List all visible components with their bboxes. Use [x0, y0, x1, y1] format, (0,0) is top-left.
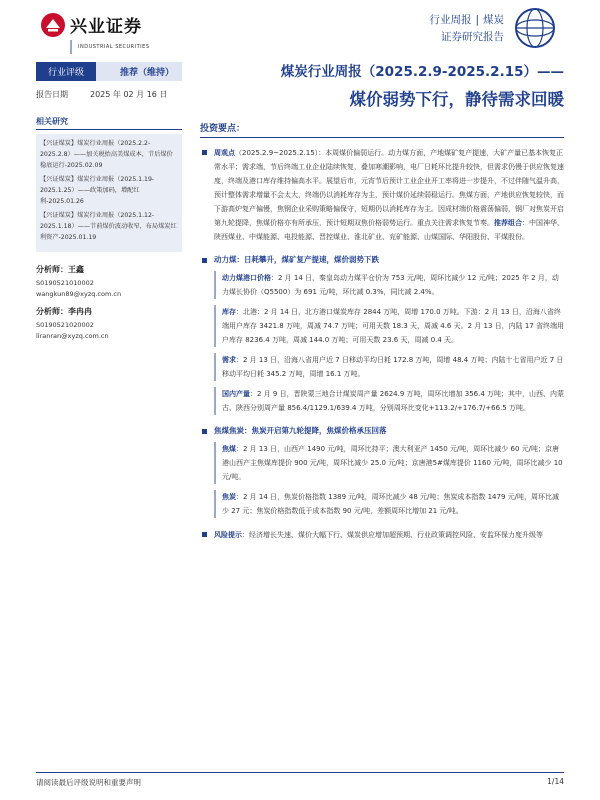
tag-weekly: 行业周报 — [429, 14, 472, 26]
analyst-info — [36, 264, 182, 342]
coking-coal-item — [214, 442, 564, 484]
rating-label: 行业评级 — [36, 62, 96, 81]
risk-warning — [200, 528, 564, 542]
rating-row — [36, 62, 182, 81]
coking-coal-section — [200, 425, 564, 518]
related-research-item[interactable]: 【兴证煤炭】煤炭行业周报（2025.1.19-2025.1.25）——政策加码，增配红利-2025.01.26 — [40, 176, 155, 205]
square-bullet-icon — [202, 150, 207, 155]
related-research-item[interactable]: 【兴证煤炭】煤炭行业周报（2025.2.2-2025.2.8）——加关税抬高美煤成本，节后煤价稳底运行-2025.02.09 — [40, 140, 173, 169]
coke-lead: 焦炭 — [222, 493, 236, 501]
inventory-text: ：北港：2 月 14 日，北方港口煤炭库存 2844 万吨，周增 170.0 万吨。下游：2 月 13 日，沿海八省终端用户库存 3421.8 万吨，周减 74.7 万吨；可用天数 18.3 天，周减 4.6 天。2 月 13 日，内陆 17 省终端用户库存 8236.4 万吨，周减 144.0 万吨；可用天数 23.6 天，周减 0.4 天。 — [222, 308, 564, 344]
coking-coal-text: ：2 月 13 日，山西产 1490 元/吨，周环比持平；澳大利亚产 1450 元/吨，周环比减少 60 元/吨；京唐港山西产主焦煤库提价 900 元/吨，周环比减少 25.0 元/吨；京唐港5#煤库提价 1160 元/吨，周环比减少 10 元/吨。 — [222, 445, 563, 481]
report-title-line1: 煤炭行业周报（2025.2.9-2025.2.15）—— — [280, 64, 564, 80]
report-date-row — [36, 89, 182, 100]
weekly-view-text: （2025.2.9~2025.2.15）：本周煤价偏弱运行。动力煤方面，产地煤矿复产提速，大矿产量已基本恢复正常水平；需求端，节后终端工业企业陆续恢复，叠加寒潮影响，电厂日耗环比提升较快，但需求仍慢于供应恢复速度，终端及港口库存维持偏高水平。展望后市，元宵节后预计工业企业开工率将进一步提升，不过伴随气温升高，预计整体需求增量不会太大，终端仍以消耗库存为主，预计煤价延续弱稳运行。焦煤方面，产地供应恢复较快，而下游高炉复产偏慢，焦钢企业采购策略偏保守，短期仍以消耗库存为主。因成材端价格震荡偏弱，钢厂对焦炭开启第九轮提降，焦煤价格亦有所承压，预计短期双焦价格弱势运行。重点关注需求恢复节奏。 — [214, 149, 564, 227]
weekly-view-paragraph — [200, 146, 564, 244]
globe-decoration-icon — [510, 7, 560, 49]
square-bullet-icon — [202, 258, 207, 263]
recommendation-text: ：中国神华、陕西煤业、中煤能源、电投能源、晋控煤业、淮北矿业、兖矿能源、山煤国际、华阳股份、平煤股份。 — [214, 219, 564, 241]
report-category — [429, 12, 504, 46]
port-price-item — [214, 271, 564, 299]
related-research-title: 相关研究 — [36, 116, 182, 130]
inventory-lead: 库存 — [222, 308, 236, 316]
port-price-text: ：2 月 14 日，秦皇岛动力煤平仓价为 753 元/吨，周环比减少 12 元/吨；2025 年 2 月，动力煤长协价（Q5500）为 691 元/吨，环比减 0.3%，同比减 2.4%。 — [222, 274, 559, 296]
footer-disclaimer[interactable]: 请阅读最后评级说明和重要声明 — [36, 778, 141, 787]
analyst-name: 分析师：李冉冉 — [36, 307, 92, 316]
demand-item — [214, 353, 564, 381]
port-price-lead: 动力煤港口价格 — [222, 274, 271, 282]
thermal-coal-heading: 动力煤：日耗攀升，煤矿复产提速，煤价弱势下跌 — [214, 255, 379, 264]
analyst-email[interactable]: liranran@xyzq.com.cn — [36, 332, 109, 340]
analyst-email[interactable]: wangkun89@xyzq.com.cn — [36, 290, 122, 298]
inventory-item — [214, 305, 564, 347]
company-logo — [40, 10, 170, 50]
analyst-name: 分析师：王鑫 — [36, 265, 84, 274]
coke-text: ：2 月 14 日，焦炭价格指数 1389 元/吨，周环比减少 48 元/吨；焦炭成本指数 1479 元/吨，周环比减少 27 元；焦炭价格指数低于成本指数 90 元/吨，差额周环比增加 21 元/吨。 — [222, 493, 559, 515]
page-number: 1/14 — [547, 777, 564, 786]
sidebar — [36, 62, 182, 342]
main-content — [200, 60, 564, 542]
coking-coal-lead: 焦煤 — [222, 445, 236, 453]
demand-lead: 需求 — [222, 356, 236, 364]
tag-separator: | — [475, 14, 479, 26]
report-date-label: 报告日期 — [36, 90, 68, 99]
production-text: ：2 月 9 日，晋陕蒙三地合计煤炭周产量 2624.9 万吨，周环比增加 356.4 万吨；其中，山西、内蒙古、陕西分别周产量 856.4/1129.1/639.4 万吨，分别周环比变化+113.2/+176.7/+66.5 万吨。 — [222, 390, 565, 412]
investment-points-title: 投资要点： — [200, 121, 564, 138]
tag-coal: 煤炭 — [483, 14, 504, 26]
rating-value: 推荐（维持） — [96, 62, 182, 81]
page-footer — [36, 772, 564, 788]
logo-name: 兴业证券 — [70, 17, 142, 37]
coking-coal-heading: 焦煤焦炭：焦炭开启第九轮提降，焦煤价格承压回落 — [214, 426, 387, 435]
analyst-cert: S0190521010002 — [36, 279, 94, 287]
risk-lead: 风险提示 — [214, 531, 242, 539]
production-item — [214, 387, 564, 415]
logo-subtitle: INDUSTRIAL SECURITIES — [70, 40, 150, 54]
analyst-cert: S0190521020002 — [36, 321, 94, 329]
report-date-value: 2025 年 02 月 16 日 — [90, 90, 168, 99]
risk-text: ：经济增长失速、煤价大幅下行、煤炭供应增加超预期、行业政策调控风险、安监环保力度升级等 — [242, 531, 543, 539]
related-research-item[interactable]: 【兴证煤炭】煤炭行业周报（2025.1.12-2025.1.18）——节前煤价波动收窄，布局煤炭红利资产-2025.01.19 — [40, 212, 177, 241]
logo-emblem-icon — [40, 12, 66, 38]
square-bullet-icon — [202, 532, 207, 537]
thermal-coal-section — [200, 254, 564, 415]
weekly-view-lead: 周观点 — [214, 149, 235, 157]
square-bullet-icon — [202, 429, 207, 434]
report-title-line2: 煤价弱势下行，静待需求回暖 — [349, 90, 564, 109]
tag-research-report: 证券研究报告 — [441, 31, 504, 43]
production-lead: 国内产量 — [222, 390, 250, 398]
demand-text: ：2 月 13 日，沿海八省用户近 7 日移动平均日耗 172.8 万吨，周增 48.4 万吨；内陆十七省用户近 7 日移动平均日耗 345.2 万吨，周增 16.1 万吨。 — [222, 356, 564, 378]
recommendation-lead: 推荐组合 — [494, 219, 522, 227]
coke-item — [214, 490, 564, 518]
related-research-list — [36, 134, 182, 252]
